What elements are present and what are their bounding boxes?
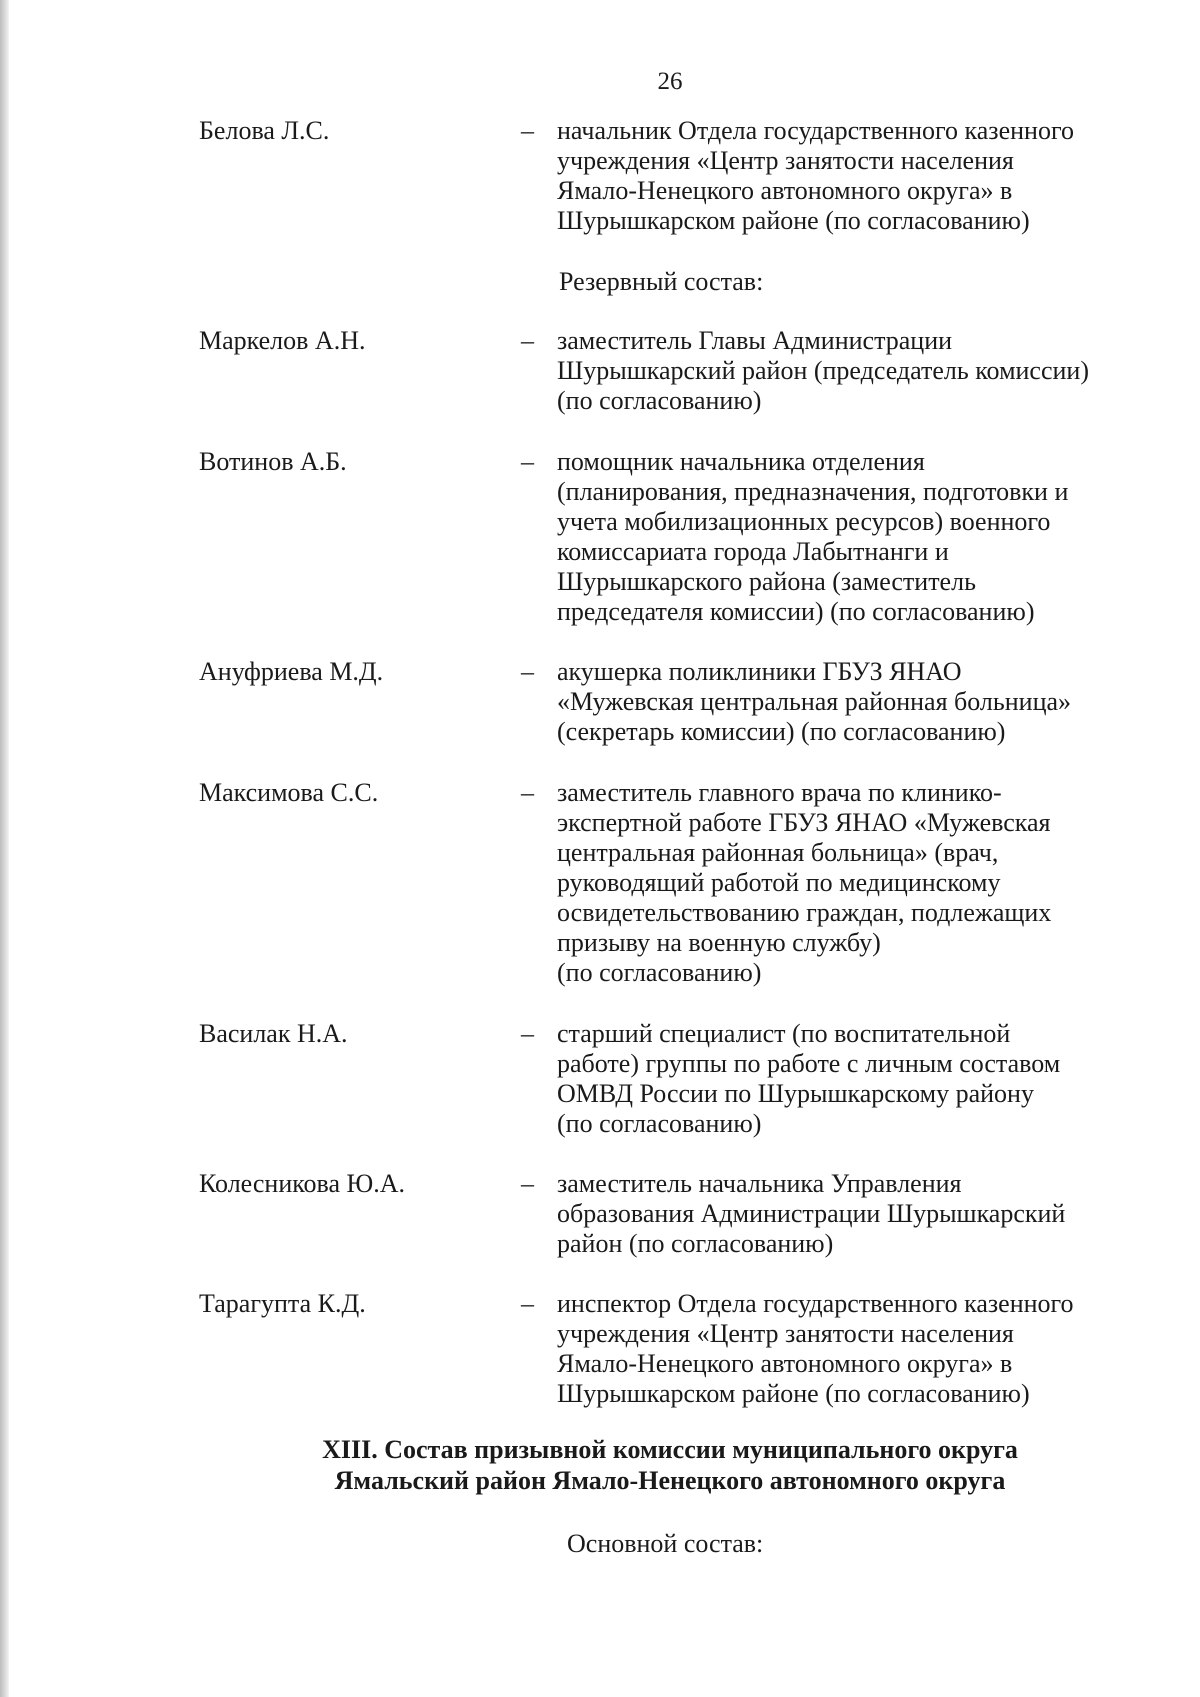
- member-role-line: заместитель начальника Управления: [557, 1169, 962, 1198]
- member-role-line: заместитель главного врача по клинико-: [557, 778, 1002, 807]
- dash-separator: –: [521, 1019, 534, 1048]
- member-role: [557, 116, 1157, 236]
- member-role-line: руководящий работой по медицинскому: [557, 868, 1001, 897]
- member-role-line: Ямало-Ненецкого автономного округа» в: [557, 176, 1013, 205]
- member-name: Максимова С.С.: [199, 778, 379, 807]
- member-name: Василак Н.А.: [199, 1019, 348, 1048]
- member-role: [557, 1169, 1157, 1259]
- member-role-line: председателя комиссии) (по согласованию): [557, 597, 1035, 626]
- dash-separator: –: [521, 447, 534, 476]
- member-role-line: акушерка поликлиники ГБУЗ ЯНАО: [557, 657, 962, 686]
- member-role: [557, 1019, 1157, 1139]
- member-role-line: инспектор Отдела государственного казенного: [557, 1289, 1074, 1318]
- dash-separator: –: [521, 1289, 534, 1318]
- dash-separator: –: [521, 1169, 534, 1198]
- member-role: [557, 778, 1157, 988]
- section-title: [0, 1434, 1200, 1496]
- member-role-line: Шурышкарском районе (по согласованию): [557, 206, 1030, 235]
- member-role-line: ОМВД России по Шурышкарскому району: [557, 1079, 1034, 1108]
- member-role: [557, 326, 1157, 416]
- member-role-line: (по согласованию): [557, 958, 762, 987]
- dash-separator: –: [521, 326, 534, 355]
- member-role-line: (секретарь комиссии) (по согласованию): [557, 717, 1006, 746]
- member-role-line: старший специалист (по воспитательной: [557, 1019, 1011, 1048]
- member-role-line: призыву на военную службу): [557, 928, 881, 957]
- member-role-line: центральная районная больница» (врач,: [557, 838, 999, 867]
- member-role-line: «Мужевская центральная районная больница»: [557, 687, 1072, 716]
- member-role: [557, 447, 1157, 627]
- dash-separator: –: [521, 657, 534, 686]
- member-role-line: заместитель Главы Администрации: [557, 326, 953, 355]
- member-role-line: Шурышкарском районе (по согласованию): [557, 1379, 1030, 1408]
- member-role-line: Ямало-Ненецкого автономного округа» в: [557, 1349, 1013, 1378]
- member-role-line: комиссариата города Лабытнанги и: [557, 537, 949, 566]
- member-role-line: учреждения «Центр занятости населения: [557, 146, 1014, 175]
- member-role-line: помощник начальника отделения: [557, 447, 925, 476]
- section-title-line-2: Ямальский район Ямало-Ненецкого автономного округа: [334, 1466, 1006, 1495]
- member-name: Вотинов А.Б.: [199, 447, 347, 476]
- page-number: 26: [657, 68, 683, 95]
- member-role: [557, 1289, 1157, 1409]
- member-role-line: учреждения «Центр занятости населения: [557, 1319, 1014, 1348]
- dash-separator: –: [521, 116, 534, 145]
- member-role-line: (по согласованию): [557, 1109, 762, 1138]
- main-composition-heading: Основной состав:: [567, 1529, 764, 1558]
- member-role-line: работе) группы по работе с личным составом: [557, 1049, 1061, 1078]
- member-role: [557, 657, 1157, 747]
- member-role-line: район (по согласованию): [557, 1229, 834, 1258]
- member-role-line: освидетельствованию граждан, подлежащих: [557, 898, 1052, 927]
- member-name: Тарагупта К.Д.: [199, 1289, 366, 1318]
- member-role-line: начальник Отдела государственного казенного: [557, 116, 1074, 145]
- member-name: Колесникова Ю.А.: [199, 1169, 406, 1198]
- member-name: Ануфриева М.Д.: [199, 657, 384, 686]
- section-title-line-1: XIII. Состав призывной комиссии муниципального округа: [322, 1435, 1018, 1464]
- member-name: Маркелов А.Н.: [199, 326, 366, 355]
- dash-separator: –: [521, 778, 534, 807]
- member-role-line: образования Администрации Шурышкарский: [557, 1199, 1066, 1228]
- member-name: Белова Л.С.: [199, 116, 330, 145]
- member-role-line: (по согласованию): [557, 386, 762, 415]
- member-role-line: Шурышкарского района (заместитель: [557, 567, 976, 596]
- member-role-line: экспертной работе ГБУЗ ЯНАО «Мужевская: [557, 808, 1051, 837]
- reserve-heading: Резервный состав:: [559, 267, 764, 296]
- member-role-line: учета мобилизационных ресурсов) военного: [557, 507, 1051, 536]
- member-role-line: (планирования, предназначения, подготовки и: [557, 477, 1069, 506]
- member-role-line: Шурышкарский район (председатель комиссии): [557, 356, 1089, 385]
